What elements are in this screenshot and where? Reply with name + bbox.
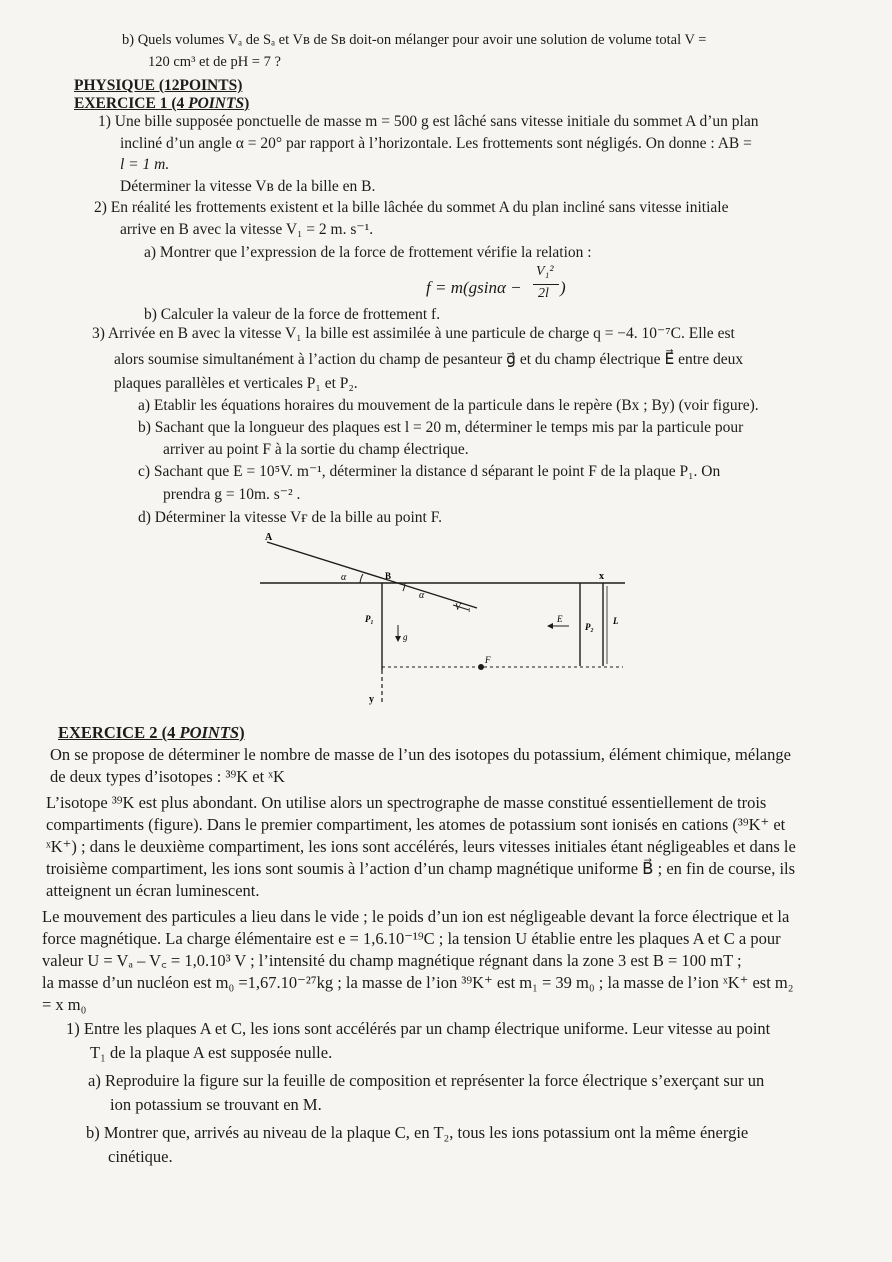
- label-b: B: [385, 571, 392, 581]
- ex1-q3c-line1: c) Sachant que E = 10⁵V. m⁻¹, déterminer la distance d séparant le point F de la plaque P₁. On: [138, 463, 721, 480]
- ex1-q2b: b) Calculer la valeur de la force de frottement f.: [144, 306, 441, 323]
- ex2-p3-line3: valeur U = Vₐ – V꜀ = 1,0.10³ V ; l’intensité du champ magnétique régnant dans la zone 3 est B = 100 mT ;: [42, 951, 742, 970]
- label-p1: P₁: [365, 614, 374, 624]
- ex1-q3d: d) Déterminer la vitesse Vғ de la bille au point F.: [138, 509, 442, 526]
- label-alpha-2: α: [419, 590, 425, 601]
- ex1-q1-line3: l = 1 m.: [120, 156, 170, 173]
- label-alpha-1: α: [341, 572, 347, 583]
- label-a: A: [265, 532, 273, 543]
- ex2-q1b-line2: cinétique.: [108, 1147, 173, 1166]
- ex2-q1-line1: 1) Entre les plaques A et C, les ions sont accélérés par un champ électrique uniforme. Leur vitesse au point: [66, 1019, 771, 1038]
- inclined-plane-figure: [255, 530, 635, 710]
- label-l: L: [613, 616, 619, 626]
- ex2-p2-line1: L’isotope ³⁹K est plus abondant. On utilise alors un spectrographe de masse constitué essentiellement de trois: [46, 793, 767, 812]
- ex2-q1a-line1: a) Reproduire la figure sur la feuille de composition et représenter la force électrique s’exerçant sur un: [88, 1071, 765, 1090]
- ex1-q1-line2: incliné d’un angle α = 20° par rapport à l’horizontale. Les frottements sont négligés. On donne : AB =: [120, 135, 752, 152]
- ex1-q2a: a) Montrer que l’expression de la force de frottement vérifie la relation :: [144, 244, 592, 261]
- ex1-q2-line2: arrive en B avec la vitesse V₁ = 2 m. s⁻¹.: [120, 221, 374, 238]
- chem-question-b-line2: 120 cm³ et de pH = 7 ?: [148, 54, 281, 70]
- ex2-q1-line2: T₁ de la plaque A est supposée nulle.: [90, 1043, 333, 1062]
- ex2-p2-line4: troisième compartiment, les ions sont soumis à l’action d’un champ magnétique uniforme B⃗ ; en fin de course, ils: [46, 859, 796, 878]
- ex2-q1a-line2: ion potassium se trouvant en M.: [110, 1095, 322, 1114]
- label-y: y: [369, 694, 374, 705]
- ex1-q1-line1: 1) Une bille supposée ponctuelle de masse m = 500 g est lâché sans vitesse initiale du sommet A d’un plan: [98, 113, 759, 130]
- ex1-q3-line3: plaques parallèles et verticales P₁ et P₂.: [114, 375, 358, 392]
- ex1-q3-line1: 3) Arrivée en B avec la vitesse V₁ la bille est assimilée à une particule de charge q = −4. 10⁻⁷C. Elle est: [92, 325, 735, 342]
- ex1-q1-line4: Déterminer la vitesse Vʙ de la bille en B.: [120, 178, 376, 195]
- ex2-p3-line2: force magnétique. La charge élémentaire est e = 1,6.10⁻¹⁹C ; la tension U établie entre les plaques A et C a pour: [42, 929, 781, 948]
- ex1-q3c-line2: prendra g = 10m. s⁻² .: [163, 486, 301, 503]
- ex2-p3-line5: = x m₀: [42, 995, 87, 1014]
- exercice1-title: EXERCICE 1 (4 POINTS): [74, 95, 250, 112]
- ex2-p3-line4: la masse d’un nucléon est m₀ =1,67.10⁻²⁷kg ; la masse de l’ion ³⁹K⁺ est m₁ = 39 m₀ ; la masse de l’ion ˣK⁺ est m₂: [42, 973, 794, 992]
- label-g: g⃗: [403, 632, 415, 642]
- label-x: x: [599, 571, 604, 582]
- ex2-p3-line1: Le mouvement des particules a lieu dans le vide ; le poids d’un ion est négligeable devant la force électrique et la: [42, 907, 790, 926]
- exercice2-title: EXERCICE 2 (4 POINTS): [58, 723, 245, 742]
- ex1-q3b-line1: b) Sachant que la longueur des plaques est l = 20 m, déterminer le temps mis par la particule pour: [138, 419, 744, 436]
- ex2-q1b-line1: b) Montrer que, arrivés au niveau de la plaque C, en T₂, tous les ions potassium ont la même énergie: [86, 1123, 749, 1142]
- ex1-q3a: a) Etablir les équations horaires du mouvement de la particule dans le repère (Bx ; By) (voir figure).: [138, 397, 759, 414]
- point-f: [478, 664, 484, 670]
- ex1-q2-line1: 2) En réalité les frottements existent et la bille lâchée du sommet A du plan incliné sans vitesse initiale: [94, 199, 729, 216]
- physique-title: PHYSIQUE (12POINTS): [74, 77, 243, 94]
- ex1-q3-line2: alors soumise simultanément à l’action du champ de pesanteur g⃗ et du champ électrique E⃗ entre deux: [114, 351, 744, 368]
- label-e: E⃗: [557, 614, 570, 624]
- label-f: F: [485, 655, 491, 665]
- label-p2: P₂: [585, 622, 594, 632]
- ex2-p1-line2: de deux types d’isotopes : ³⁹K et ˣK: [50, 767, 285, 786]
- ex2-p2-line5: atteignent un écran luminescent.: [46, 881, 260, 900]
- chem-question-b-line1: b) Quels volumes Vₐ de Sₐ et Vʙ de Sʙ doit-on mélanger pour avoir une solution de volume total V =: [122, 32, 707, 48]
- ex2-p1-line1: On se propose de déterminer le nombre de masse de l’un des isotopes du potassium, élément chimique, mélange: [50, 745, 791, 764]
- ex2-p2-line2: compartiments (figure). Dans le premier compartiment, les atomes de potassium sont ionisés en cations (³⁹K⁺ et: [46, 815, 786, 834]
- incline-line: [267, 542, 477, 608]
- ex1-q3b-line2: arriver au point F à la sortie du champ électrique.: [163, 441, 469, 458]
- label-v1: V⃗₁: [455, 602, 471, 612]
- ex2-p2-line3: ˣK⁺) ; dans le deuxième compartiment, les ions sont accélérés, leurs vitesses initiales étant négligeables et dans le: [46, 837, 796, 856]
- exam-page: b) Quels volumes Vₐ de Sₐ et Vʙ de Sʙ doit-on mélanger pour avoir une solution de volume total V = 120 cm³ et de pH = 7 ? PHYSIQUE (12POINTS) EXERCICE 1 (4 POINTS) 1) Une bille supposée ponctuelle de masse m = 500 g est lâché sans vitesse initiale du sommet A d’un plan incliné d’un angle α = 20° par rapport à l’horizontale. Les frottements sont négligés. On donne : AB = l = 1 m. Déterminer la vitesse Vʙ de la bille en B. 2) En réalité les frottements existent et la bille lâchée du sommet A du plan incliné sans vitesse initiale arrive en B avec la vitesse V₁ = 2 m. s⁻¹. a) Montrer que l’expression de la force de frottement vérifie la relation : f = m(gsinα − V₁² 2l ) b) Calculer la valeur de la force de frottement f. 3) Arrivée en B avec la vitesse V₁ la bille est assimilée à une particule de charge q = −4. 10⁻⁷C. Elle est alors soumise simultanément à l’action du champ de pesanteur g⃗ et du champ électrique E⃗ entre deux plaques parallèles et verticales P₁ et P₂. a) Etablir les équations horaires du mouvement de la particule dans le repère (Bx ; By) (voir figure). b) Sachant que la longueur des plaques est l = 20 m, déterminer le temps mis par la particule pour arriver au point F à la sortie du champ électrique. c) Sachant que E = 10⁵V. m⁻¹, déterminer la distance d séparant le point F de la plaque P₁. On prendra g = 10m. s⁻² . d) Déterminer la vitesse Vғ de la bille au point F. A B x y α α P₁ P₂ g⃗ V⃗₁ E⃗ L F EXERCICE 2 (4 POINTS) On se propose de déterminer le nombre de masse de l’un des isotopes du potassium, élément chimique, mélange de deux types d’isotopes : ³⁹K et ˣK L’isotope ³⁹K est plus abondant. On utilise alors un spectrographe de masse constitué essentiellement de trois compartiments (figure). Dans le premier compartiment, les atomes de potassium sont ionisés en cations (³⁹K⁺ et ˣK⁺) ; dans le deuxième compartiment, les ions sont accélérés, leurs vitesses initiales étant négligeables et dans le troisième compartiment, les ions sont soumis à l’action d’un champ magnétique uniforme B⃗ ; en fin de course, ils atteignent un écran luminescent. Le mouvement des particules a lieu dans le vide ; le poids d’un ion est négligeable devant la force électrique et la force magnétique. La charge élémentaire est e = 1,6.10⁻¹⁹C ; la tension U établie entre les plaques A et C a pour valeur U = Vₐ – V꜀ = 1,0.10³ V ; l’intensité du champ magnétique régnant dans la zone 3 est B = 100 mT ; la masse d’un nucléon est m₀ =1,67.10⁻²⁷kg ; la masse de l’ion ³⁹K⁺ est m₁ = 39 m₀ ; la masse de l’ion ˣK⁺ est m₂ = x m₀ 1) Entre les plaques A et C, les ions sont accélérés par un champ électrique uniforme. Leur vitesse au point T₁ de la plaque A est supposée nulle. a) Reproduire la figure sur la feuille de composition et représenter la force électrique s’exerçant sur un ion potassium se trouvant en M. b) Montrer que, arrivés au niveau de la plaque C, en T₂, tous les ions potassium ont la même énergie cinétique.: [42, 32, 796, 1166]
